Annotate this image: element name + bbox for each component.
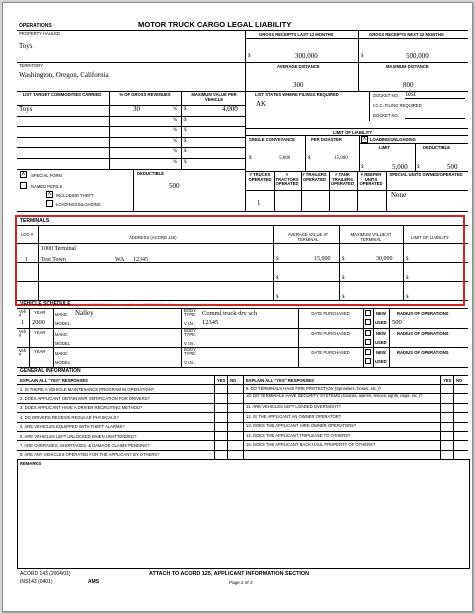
terminals-heading: TERMINALS [20,218,50,224]
question-left: 3. DOES APPLICANT HAVE A DRIVER RECRUITING METHOD? [20,405,143,411]
limit-label: LIMIT [379,145,390,150]
units-trailers-label: # TRAILERS OPERATED [302,172,327,182]
docket2-label: DOCKET NO: [373,113,399,118]
currency-sign: $ [276,276,279,281]
question-left: 2. DOES APPLICANT OBTAIN MVR VERIFICATION FOR DRIVERS? [20,395,150,401]
including-theft-label: INCLUDING THEFT [56,193,94,198]
veh-year[interactable]: 2000 [32,319,45,326]
gross-last-value[interactable]: 300,000 [295,52,318,60]
pct-sign: % [173,107,178,112]
property-hauled-label: PROPERTY HAULED [19,31,61,36]
max-distance-value[interactable]: 800 [403,81,414,89]
question-right: 14. DOES THE APPLICANT TRIPLEASE TO OTHERS? [246,432,351,438]
veh-used-label: USED [375,359,387,364]
explain-label: EXPLAIN ALL "YES" RESPONSES [20,378,88,383]
veh-body-label: BODY TYPE: [184,347,197,356]
commod-col1-label: LIST TARGET COMMODITIES CARRIED [22,92,102,97]
trucks-value[interactable]: 1 [257,199,261,207]
pct-sign: % [173,159,178,165]
terminal-state[interactable]: WA [115,257,125,263]
currency-sign: $ [342,276,345,281]
single-conv-label: SINGLE CONVEYANCE [249,137,295,142]
currency-sign: $ [342,257,345,262]
question-right: 9. DO TERMINALS HAVE FIRE PROTECTION (Sprinklers, hoses, etc.)? [246,385,382,391]
question-right: 13. DOES THE APPLICANT HIRE OWNER OPERATORS? [246,423,357,429]
vehicle-heading: VEHICLE SCHEDULE [20,301,71,307]
question-right: 15. DOES THE APPLICANT BACK HAUL PROPERTY OF OTHERS? [246,441,376,447]
veh-radius-label: RADIUS OF OPERATIONS [397,330,449,336]
veh-make[interactable]: Nalley [75,309,94,317]
veh-body-type[interactable]: Comml truck drv sch [202,310,258,317]
terminal-avg-value[interactable]: 15,000 [314,256,331,262]
question-right: 11. ARE VEHICLES LEFT LOADED OVERNIGHT? [246,404,342,410]
question-right: 10. DO TERMINALS HAVE SECURITY SYSTEMS (Guards, alarms, fences, lights, dogs, etc.)? [246,392,423,398]
veh-new-checkbox[interactable] [365,310,371,316]
loading-unloading-checkbox[interactable] [46,200,53,207]
currency-sign: $ [184,128,187,133]
no-col-label: NO [456,378,463,383]
operations-label: OPERATIONS [19,23,52,29]
deductible-small-value[interactable]: 500 [447,163,458,171]
veh-used-label: USED [375,339,387,345]
veh-number-label: Veh # [19,309,27,318]
currency-sign: $ [406,257,409,262]
question-left: 7. ARE OVERAGES, SHORTAGES, & DAMAGE CLAIMS PENDING? [20,442,150,448]
veh-body-label: BODY TYPE: [184,308,197,317]
veh-number[interactable]: 1 [21,319,25,326]
veh-make-label: MAKE: [55,331,69,337]
veh-model-label: MODEL: [55,321,72,326]
limit-liability-label: LIMIT OF LIABILITY [333,130,373,135]
currency-sign: $ [184,107,187,112]
units-reefer-label: # REEFER UNITS OPERATED [359,172,383,187]
currency-sign: $ [342,295,345,300]
question-left: 4. DO DRIVERS RECEIVE REGULAR PHYSICALS? [20,414,119,420]
loading-unloading-label: LOADING/UNLOADING [56,202,101,207]
veh-new-label: NEW [376,311,386,316]
veh-used-checkbox[interactable] [365,339,371,345]
limit-value[interactable]: 5,000 [392,163,408,171]
named-perils-checkbox[interactable] [20,182,27,189]
veh-number-label: Veh # [19,348,27,357]
terminal-address-line1[interactable]: 1000 Terminal [41,246,76,252]
general-heading: GENERAL INFORMATION [20,368,81,374]
page-number: Page 2 of 2 [229,580,253,585]
gross-next-label: GROSS RECEIPTS NEXT 12 MONTHS [369,32,444,37]
no-col-label: NO [230,378,237,383]
veh-used-label: USED [375,320,387,325]
gross-last-label: GROSS RECEIPTS LAST 12 MONTHS [259,32,334,37]
terminal-max-value[interactable]: 30,000 [376,256,393,262]
deductible-small-label: DEDUCTIBLE [423,145,450,150]
ams-label: AMS [88,579,100,585]
attach-note: ATTACH TO ACORD 125, APPLICANT INFORMATION SECTION [149,571,310,577]
remarks-label: REMARKS [20,461,42,466]
form-id: ACORD 143 (2004/01) [20,571,71,577]
terminal-zip[interactable]: 12345 [133,257,148,263]
special-form-checkbox[interactable]: X [21,171,26,177]
special-units-value[interactable]: None [391,191,407,199]
currency-sign: $ [184,117,187,123]
per-disaster-label: PER DISASTER [311,137,342,142]
question-right: 12. IS THE APPLICANT AN OWNER OPERATOR? [246,413,342,419]
territory-value[interactable]: Washington, Oregon, California [19,71,109,79]
currency-sign: $ [184,138,187,144]
commodity-pct[interactable]: 30 [133,105,140,113]
ins-code: INS143 (0401) [20,579,53,585]
avg-distance-label: AVERAGE DISTANCE [277,64,320,69]
units-tractors-label: # TRACTORS OPERATED [275,172,299,187]
states-label: LIST STATES WHERE FILINGS REQUIRED [255,92,339,97]
terminal-city[interactable]: Test Town [41,257,66,263]
remarks-box[interactable] [17,459,470,569]
terminal-loc[interactable]: 1 [25,257,28,263]
veh-body-label: BODY TYPE: [184,327,197,337]
veh-make-label: MAKE: [55,351,69,356]
veh-number-label: Veh # [19,328,27,338]
veh-date-label: DATE PURCHASED [311,350,350,355]
commodity-value[interactable]: 4,000 [222,105,238,113]
veh-date-label: DATE PURCHASED [311,330,350,336]
avg-distance-value[interactable]: 300 [293,81,304,89]
veh-year-label: YEAR [34,329,46,335]
veh-radius-label: RADIUS OF OPERATIONS [397,311,449,316]
question-left: 8. ARE ANY VEHICLES OPERATED FOR THE APPLICANT BY OTHERS? [20,452,160,458]
terminals-max-label: MAXIMUM VALUE AT TERMINAL [350,232,392,242]
currency-sign: $ [406,295,409,300]
deductible-main-value[interactable]: 500 [169,182,180,190]
territory-label: TERRITORY [19,63,44,68]
veh-new-label: NEW [376,330,386,336]
terminals-highlight-box [15,215,465,306]
vehicle-heading-note: (Attach ACORD 129 if necessary. Attach ACORD 165 for Driver Information Schedule.) [73,303,219,307]
docket-value[interactable]: test [406,90,416,98]
form-page: OPERATIONS MOTOR TRUCK CARGO LEGAL LIABILITY PROPERTY HAULED Toys GROSS RECEIPTS LAST 12 MONTHS GROSS RECEIPTS NEXT 12 MONTHS $ 300,000 $ 500,000 TERRITORY Washington, Oregon, California AVERAGE DISTANCE MAXIMUM DISTANCE 300 800 LIST TARGET COMMODITIES CARRIED % OF GROSS REVENUES MAXIMUM VALUE PER VEHICLE Toys 30 % $ 4,000 % $ % $ % $ % $ % $ LIST STATES WHERE FILINGS REQUIRED AK DOCKET NO: test I.C.C. FILING REQUIRED DOCKET NO: LIMIT OF LIABILITY SINGLE CONVEYANCE PER DISASTER X LOADING/UNLOADING LIMIT DEDUCTIBLE $ 5,000 $ 15,000 $ 5,000 $ 500 X SPECIAL FORM NAMED PERILS X INCLUDING THEFT LOADING/UNLOADING DEDUCTIBLE 500 # TRUCKS OPERATED # TRACTORS OPERATED # TRAILERS OPERATED # TANK TRAILERS OPERATED # REEFER UNITS OPERATED SPECIAL UNITS OWNED/OPERATED 1 None TERMINALS LOC # ADDRESS (ACORD 125) AVERAGE VALUE AT TERMINAL MAXIMUM VALUE AT TERMINAL LIMIT OF LIABILITY 1 1000 Terminal Test Town WA 12345 $ 15,000 $ 30,000 $ $ $ $ $ $ $ VEHICLE SCHEDULE (Attach ACORD 129 if necessary. Attach ACORD 165 for Driver Information Schedule.) Veh # YEAR MAKE: MODEL: BODY TYPE: V.I.N.: DATE PURCHASED NEW USED RADIUS OF OPERATIONS 1 2000 Nalley Comml truck drv sch 12345 500 Veh # YEAR MAKE: MODEL: BODY TYPE: V.I.N.: DATE PURCHASED NEW USED RADIUS OF OPERATIONS Veh # YEAR MAKE: MODEL: BODY TYPE: V.I.N.: DATE PURCHASED NEW USED RADIUS OF OPERATIONS GENERAL INFORMATION EXPLAIN ALL "YES" RESPONSES YES NO EXPLAIN ALL "YES" RESPONSES YES NO 1. IS THERE A VEHICLE MAINTENANCE PROGRAM IN OPERATION? 9. DO TERMINALS HAVE FIRE PROTECTION (Sprinklers, hoses, etc.)? 2. DOES APPLICANT OBTAIN MVR VERIFICATION FOR DRIVERS? 10. DO TERMINALS HAVE SECURITY SYSTEMS (Guards, alarms, fences, lights, dogs, etc.)? 3. DOES APPLICANT HAVE A DRIVER RECRUITING METHOD? 11. ARE VEHICLES LEFT LOADED OVERNIGHT? 4. DO DRIVERS RECEIVE REGULAR PHYSICALS? 12. IS THE APPLICANT AN OWNER OPERATOR? 5. ARE VEHICLES EQUIPPED WITH THEFT ALARMS? 13. DOES THE APPLICANT HIRE OWNER OPERATORS? 6. ARE VEHICLES LEFT UNLOCKED WHEN UNATTENDED? 14. DOES THE APPLICANT TRIPLEASE TO OTHERS? 7. ARE OVERAGES, SHORTAGES, & DAMAGE CLAIMS PENDING? 15. DOES THE APPLICANT BACK HAUL PROPERTY OF OTHERS? 8. ARE ANY VEHICLES OPERATED FOR THE APPLICANT BY OTHERS? REMARKS ACORD 143 (2004/01) INS143 (0401) AMS ATTACH TO ACORD 125, APPLICANT INFORMATION SECTION Page 2 of 2 [2,2,473,612]
states-value[interactable]: AK [256,100,267,108]
veh-model-label: MODEL: [55,360,72,365]
veh-make-label: MAKE: [55,312,69,317]
veh-vin-label: V.I.N.: [184,340,196,346]
veh-new-label: NEW [376,350,386,355]
property-hauled-value[interactable]: Toys [19,42,33,50]
veh-year-label: YEAR [34,310,46,315]
units-tank-label: # TANK TRAILERS OPERATED [331,172,354,187]
veh-radius-label: RADIUS OF OPERATIONS [397,350,449,355]
docket-label: DOCKET NO: [373,93,399,98]
loading-checkbox[interactable]: X [362,136,367,142]
currency-sign: $ [276,295,279,300]
units-special_units-label: SPECIAL UNITS OWNED/OPERATED [389,172,463,177]
veh-new-checkbox[interactable] [365,349,371,355]
veh-used-checkbox[interactable] [365,358,371,364]
veh-year-label: YEAR [34,349,46,354]
terminals-loc-label: LOC # [20,232,34,237]
named-perils-label: NAMED PERILS [31,184,63,189]
commod-col3-label: MAXIMUM VALUE PER VEHICLE [191,92,237,102]
loading-label: LOADING/UNLOADING [370,137,416,142]
veh-vin-label: V.I.N.: [184,321,196,326]
including-theft-checkbox[interactable]: X [47,191,52,197]
question-left: 5. ARE VEHICLES EQUIPPED WITH THEFT ALARMS? [20,424,125,430]
veh-model-label: MODEL: [55,340,72,346]
veh-used-value[interactable]: 500 [392,319,402,326]
form-title: MOTOR TRUCK CARGO LEGAL LIABILITY [138,20,292,29]
veh-vin[interactable]: 12345 [202,319,219,326]
question-left: 6. ARE VEHICLES LEFT UNLOCKED WHEN UNATTENDED? [20,433,137,439]
pct-sign: % [173,128,178,133]
icc-label: I.C.C. FILING REQUIRED [373,103,422,108]
veh-vin-label: V.I.N.: [184,360,196,365]
pct-sign: % [173,138,178,144]
currency-sign: $ [406,276,409,281]
commodity-name[interactable]: Toys [19,105,33,113]
question-left: 1. IS THERE A VEHICLE MAINTENANCE PROGRAM IN OPERATION? [20,386,155,392]
deductible-main-label: DEDUCTIBLE [137,171,164,176]
max-distance-label: MAXIMUM DISTANCE [386,64,429,69]
veh-used-checkbox[interactable] [365,319,371,325]
pct-sign: % [173,149,178,154]
terminals-avg-label: AVERAGE VALUE AT TERMINAL [287,232,329,242]
gross-next-value[interactable]: 500,000 [406,52,429,60]
currency-sign: $ [184,149,187,154]
currency-sign: $ [276,257,279,262]
yes-col-label: YES [217,378,226,383]
single-conv-value[interactable]: 5,000 [279,156,291,161]
yes-col-label: YES [443,378,452,383]
terminals-address-label: ADDRESS (ACORD 125) [129,235,177,240]
commod-col2-label: % OF GROSS REVENUES [119,92,171,97]
special-form-label: SPECIAL FORM [31,173,63,178]
terminals-limit-label: LIMIT OF LIABILITY [411,235,449,240]
units-trucks-label: # TRUCKS OPERATED [248,172,272,182]
pct-sign: % [173,117,178,123]
per-disaster-value[interactable]: 15,000 [334,156,348,161]
currency-sign: $ [184,159,187,165]
veh-new-checkbox[interactable] [365,330,371,336]
veh-date-label: DATE PURCHASED [311,311,350,316]
explain-label: EXPLAIN ALL "YES" RESPONSES [246,378,314,383]
